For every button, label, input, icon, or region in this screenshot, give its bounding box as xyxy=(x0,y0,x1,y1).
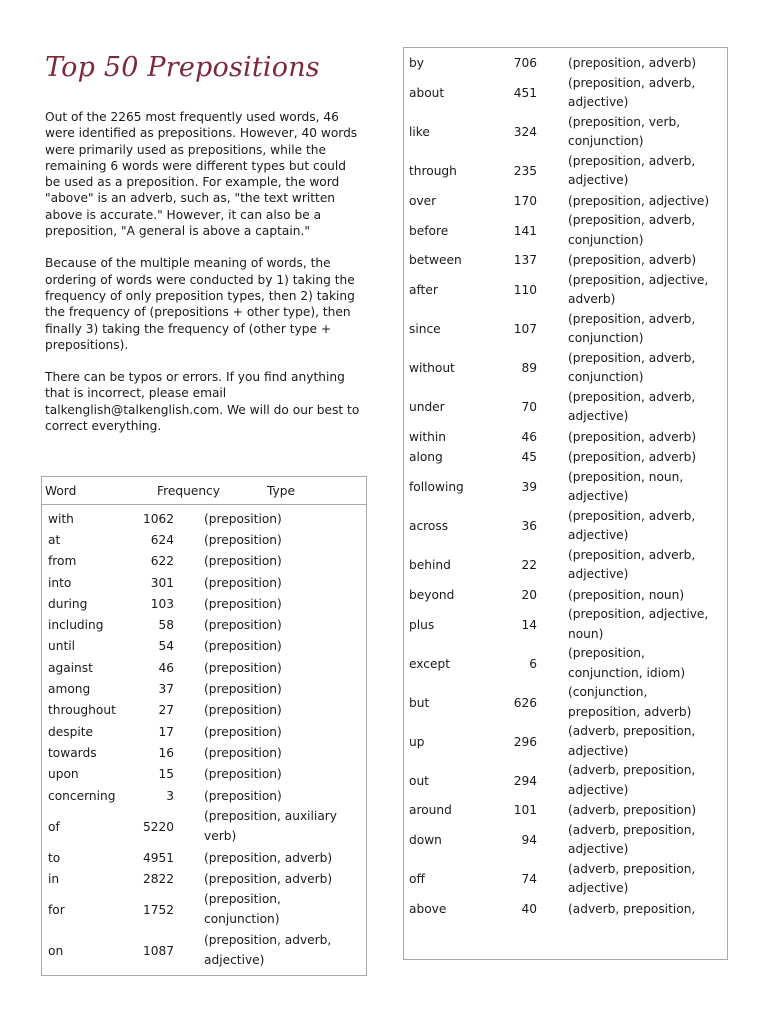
cell-word: at xyxy=(48,532,61,547)
table-body-right xyxy=(404,48,727,919)
prepositions-table-right xyxy=(403,47,728,960)
cell-type: (preposition, adjective, adverb) xyxy=(568,272,709,306)
table-row xyxy=(42,551,366,572)
table-row xyxy=(404,605,727,644)
cell-word: despite xyxy=(48,724,93,739)
cell-word: for xyxy=(48,902,65,917)
table-row xyxy=(404,860,727,899)
page-title: Top 50 Prepositions xyxy=(45,52,320,83)
cell-word: behind xyxy=(409,558,451,572)
cell-word: down xyxy=(409,833,442,847)
table-row xyxy=(42,529,366,550)
table-row xyxy=(404,310,727,349)
table-row xyxy=(404,427,727,448)
cell-type: (preposition) xyxy=(204,788,282,803)
cell-word: between xyxy=(409,253,462,268)
cell-word: like xyxy=(409,125,430,139)
cell-type: (adverb, preposition, adjective) xyxy=(568,763,696,797)
cell-frequency: 89 xyxy=(521,361,537,375)
cell-type: (adverb, preposition, adjective) xyxy=(568,724,696,758)
cell-type: (preposition, adverb, adjective) xyxy=(568,547,696,581)
cell-frequency: 324 xyxy=(513,125,537,139)
cell-word: against xyxy=(48,660,93,675)
cell-frequency: 17 xyxy=(158,724,174,739)
cell-frequency: 170 xyxy=(513,193,537,208)
cell-type: (preposition) xyxy=(204,724,282,739)
cell-word: above xyxy=(409,901,447,916)
cell-word: along xyxy=(409,450,443,465)
cell-word: without xyxy=(409,361,455,375)
table-row xyxy=(404,761,727,800)
cell-frequency: 54 xyxy=(158,639,174,654)
cell-type: (adverb, preposition, xyxy=(568,901,696,916)
cell-frequency: 39 xyxy=(521,480,537,494)
cell-frequency: 103 xyxy=(150,596,174,611)
cell-word: except xyxy=(409,656,450,671)
cell-type: (preposition) xyxy=(204,511,282,526)
cell-word: with xyxy=(48,511,74,526)
cell-frequency: 301 xyxy=(150,575,174,590)
header-type: Type xyxy=(267,483,295,498)
cell-word: under xyxy=(409,400,445,414)
table-row xyxy=(404,74,727,113)
cell-frequency: 451 xyxy=(513,86,537,100)
cell-frequency: 294 xyxy=(513,773,537,788)
cell-frequency: 1087 xyxy=(142,943,174,958)
cell-frequency: 45 xyxy=(521,450,537,465)
cell-word: by xyxy=(409,56,424,71)
cell-word: following xyxy=(409,480,464,494)
table-row xyxy=(404,271,727,310)
cell-type: (preposition, adverb) xyxy=(204,850,333,865)
prepositions-table-left xyxy=(41,476,367,976)
cell-frequency: 22 xyxy=(521,558,537,572)
table-row xyxy=(404,113,727,152)
cell-type: (preposition, adverb, adjective) xyxy=(568,389,696,423)
cell-word: plus xyxy=(409,617,435,632)
table-row xyxy=(42,890,366,931)
cell-type: (preposition) xyxy=(204,660,282,675)
cell-type: (preposition, noun) xyxy=(568,587,685,602)
cell-type: (preposition, noun, adjective) xyxy=(568,469,684,503)
cell-frequency: 27 xyxy=(158,703,174,718)
cell-word: across xyxy=(409,519,449,533)
cell-word: on xyxy=(48,943,64,958)
cell-frequency: 70 xyxy=(521,400,537,414)
table-row xyxy=(404,800,727,821)
cell-type: (preposition, conjunction) xyxy=(204,892,281,926)
cell-word: about xyxy=(409,86,445,100)
cell-type: (preposition, adjective) xyxy=(568,193,710,208)
cell-frequency: 14 xyxy=(521,617,537,632)
cell-type: (preposition) xyxy=(204,745,282,760)
table-row xyxy=(42,721,366,742)
cell-frequency: 6 xyxy=(529,656,537,671)
table-row xyxy=(42,593,366,614)
table-row xyxy=(42,700,366,721)
table-row xyxy=(42,742,366,763)
cell-type: (preposition, adverb, adjective) xyxy=(204,933,332,967)
cell-type: (preposition, adverb) xyxy=(568,429,697,444)
cell-type: (preposition, adverb) xyxy=(568,253,697,268)
table-row xyxy=(404,899,727,920)
table-row xyxy=(42,847,366,868)
cell-type: (preposition) xyxy=(204,703,282,718)
table-row xyxy=(42,764,366,785)
cell-frequency: 137 xyxy=(513,253,537,268)
cell-type: (adverb, preposition) xyxy=(568,803,697,818)
table-body-left xyxy=(42,505,366,971)
cell-frequency: 235 xyxy=(513,164,537,178)
cell-word: off xyxy=(409,872,425,886)
cell-type: (preposition) xyxy=(204,554,282,569)
cell-word: until xyxy=(48,639,75,654)
cell-frequency: 706 xyxy=(513,56,537,71)
table-row xyxy=(42,930,366,971)
header-word: Word xyxy=(45,483,77,498)
cell-word: around xyxy=(409,803,452,818)
table-row xyxy=(404,447,727,468)
cell-type: (preposition, adverb, adjective) xyxy=(568,75,696,109)
table-row xyxy=(42,678,366,699)
cell-type: (preposition, adverb, adjective) xyxy=(568,153,696,187)
cell-type: (preposition, adverb, conjunction) xyxy=(568,350,696,384)
table-row xyxy=(404,349,727,388)
table-row xyxy=(404,152,727,191)
cell-type: (preposition) xyxy=(204,767,282,782)
table-row xyxy=(404,468,727,507)
cell-frequency: 2822 xyxy=(142,871,174,886)
cell-word: through xyxy=(409,164,457,178)
cell-word: in xyxy=(48,871,60,886)
table-row xyxy=(404,722,727,761)
cell-frequency: 624 xyxy=(150,532,174,547)
cell-frequency: 101 xyxy=(513,803,537,818)
cell-frequency: 15 xyxy=(158,767,174,782)
cell-word: but xyxy=(409,695,430,710)
cell-frequency: 46 xyxy=(158,660,174,675)
cell-frequency: 622 xyxy=(150,554,174,569)
table-row xyxy=(404,388,727,427)
cell-type: (preposition, conjunction, idiom) xyxy=(568,646,686,680)
cell-type: (preposition, adverb, conjunction) xyxy=(568,213,696,247)
table-row xyxy=(42,572,366,593)
cell-type: (preposition, adverb) xyxy=(204,871,333,886)
cell-word: up xyxy=(409,734,425,749)
cell-frequency: 20 xyxy=(521,587,537,602)
cell-word: throughout xyxy=(48,703,116,718)
cell-type: (preposition, adverb, adjective) xyxy=(568,508,696,542)
table-row xyxy=(404,585,727,606)
table-row xyxy=(42,868,366,889)
cell-frequency: 36 xyxy=(521,519,537,533)
cell-frequency: 1752 xyxy=(142,902,174,917)
cell-word: from xyxy=(48,554,77,569)
cell-word: beyond xyxy=(409,587,455,602)
cell-frequency: 46 xyxy=(521,429,537,444)
cell-type: (preposition) xyxy=(204,639,282,654)
intro-text xyxy=(45,109,363,450)
cell-word: since xyxy=(409,322,441,336)
table-row xyxy=(404,211,727,250)
cell-frequency: 94 xyxy=(521,833,537,847)
cell-word: within xyxy=(409,429,446,444)
cell-type: (preposition, adverb) xyxy=(568,56,697,71)
table-row xyxy=(404,644,727,683)
table-row xyxy=(404,507,727,546)
cell-type: (preposition) xyxy=(204,575,282,590)
cell-frequency: 626 xyxy=(513,695,537,710)
table-row xyxy=(404,53,727,74)
header-frequency: Frequency xyxy=(157,483,220,498)
cell-frequency: 74 xyxy=(521,872,537,886)
intro-paragraph-1: Out of the 2265 most frequently used words, 46 were identified as prepositions. However, 40 words were primarily used as prepositions, while the remaining 6 words were different types but could be used as a preposition. For example, the word "above" is an adverb, such as, "the text written above is accurate." However, it can also be a preposition, "A general is above a captain." xyxy=(45,110,358,239)
table-row xyxy=(42,785,366,806)
cell-type: (preposition, adverb) xyxy=(568,450,697,465)
cell-frequency: 40 xyxy=(521,901,537,916)
cell-word: to xyxy=(48,850,61,865)
table-row xyxy=(42,657,366,678)
intro-paragraph-3: There can be typos or errors. If you find anything that is incorrect, please email talkenglish@talkenglish.com. We will do our best to correct everything. xyxy=(45,370,360,434)
cell-type: (preposition) xyxy=(204,682,282,697)
cell-frequency: 37 xyxy=(158,682,174,697)
table-row xyxy=(42,806,366,847)
cell-frequency: 107 xyxy=(513,322,537,336)
cell-frequency: 1062 xyxy=(142,511,174,526)
table-row xyxy=(42,508,366,529)
cell-type: (preposition) xyxy=(204,532,282,547)
cell-type: (preposition) xyxy=(204,618,282,633)
table-row xyxy=(42,614,366,635)
cell-frequency: 3 xyxy=(166,788,174,803)
cell-frequency: 141 xyxy=(513,223,537,238)
cell-word: during xyxy=(48,596,88,611)
cell-word: of xyxy=(48,819,60,834)
cell-frequency: 16 xyxy=(158,745,174,760)
cell-type: (preposition, verb, conjunction) xyxy=(568,114,681,148)
table-row xyxy=(42,636,366,657)
cell-frequency: 110 xyxy=(513,283,537,297)
cell-type: (preposition, auxiliary verb) xyxy=(204,809,338,843)
cell-frequency: 58 xyxy=(158,618,174,633)
cell-word: after xyxy=(409,283,438,297)
cell-type: (preposition, adjective, noun) xyxy=(568,607,709,641)
cell-word: towards xyxy=(48,745,97,760)
cell-type: (conjunction, preposition, adverb) xyxy=(568,685,692,719)
table-row xyxy=(404,546,727,585)
cell-frequency: 5220 xyxy=(142,819,174,834)
cell-type: (adverb, preposition, adjective) xyxy=(568,861,696,895)
cell-frequency: 4951 xyxy=(142,850,174,865)
cell-frequency: 296 xyxy=(513,734,537,749)
intro-paragraph-2: Because of the multiple meaning of words, the ordering of words were conducted by 1) taking the frequency of only preposition types, then 2) taking the frequency of (prepositions + other type), then finally 3) taking the frequency of (other type + prepositions). xyxy=(45,256,355,352)
table-row xyxy=(404,250,727,271)
cell-type: (adverb, preposition, adjective) xyxy=(568,822,696,856)
cell-type: (preposition) xyxy=(204,596,282,611)
cell-type: (preposition, adverb, conjunction) xyxy=(568,311,696,345)
cell-word: including xyxy=(48,618,104,633)
cell-word: among xyxy=(48,682,91,697)
cell-word: out xyxy=(409,773,429,788)
table-row xyxy=(404,683,727,722)
cell-word: over xyxy=(409,193,437,208)
table-header xyxy=(42,477,366,505)
table-row xyxy=(404,191,727,212)
cell-word: concerning xyxy=(48,788,116,803)
cell-word: before xyxy=(409,223,449,238)
cell-word: into xyxy=(48,575,72,590)
table-row xyxy=(404,821,727,860)
cell-word: upon xyxy=(48,767,79,782)
